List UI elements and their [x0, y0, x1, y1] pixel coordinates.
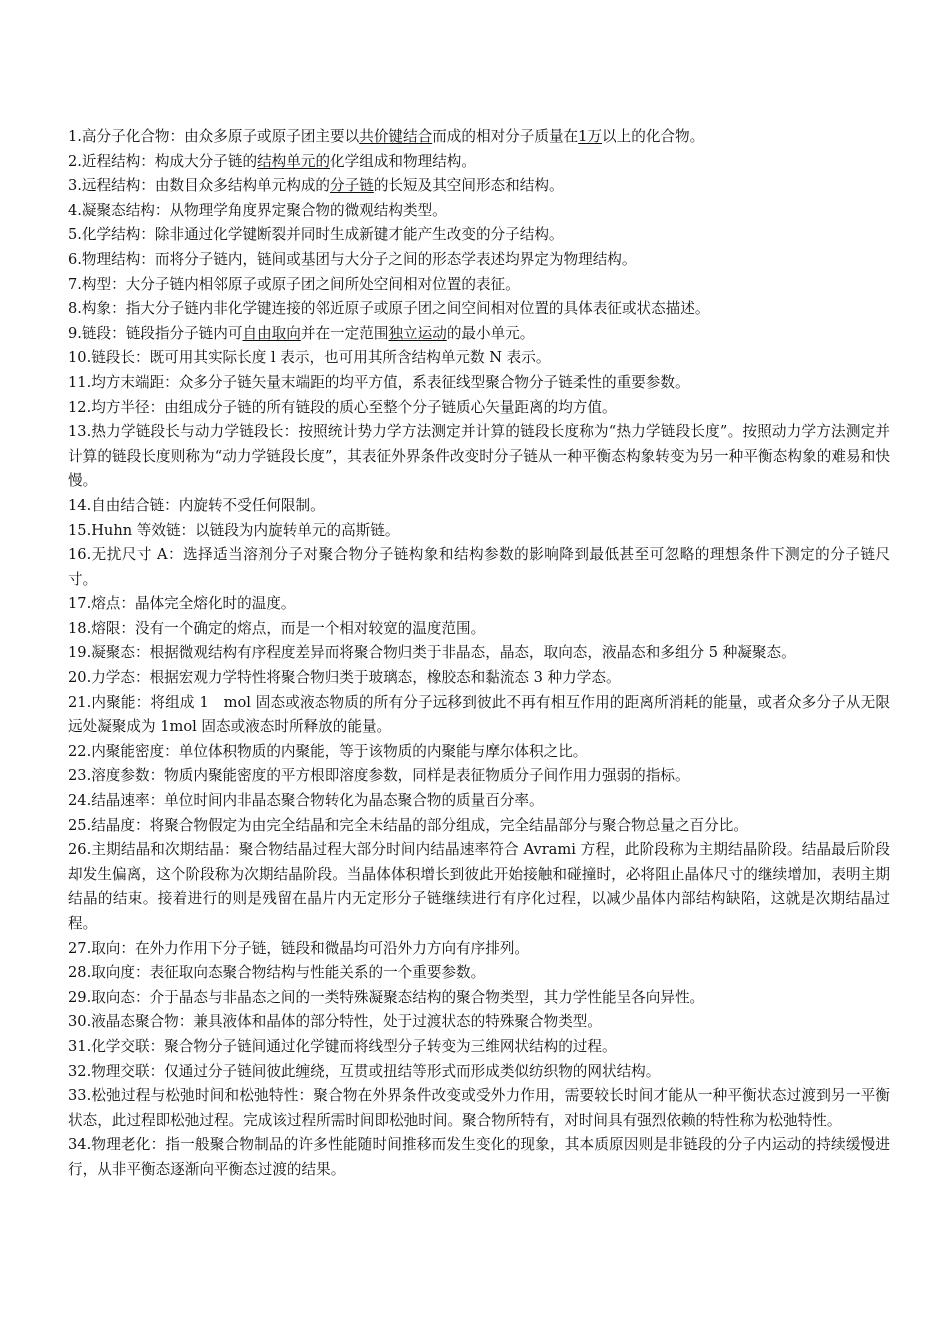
- glossary-entry-15: 15.Huhn 等效链：以链段为内旋转单元的高斯链。: [68, 521, 400, 539]
- glossary-entry-14: 14.自由结合链：内旋转不受任何限制。: [68, 496, 325, 514]
- glossary-entry-33: 33.松弛过程与松弛时间和松弛特性：聚合物在外界条件改变或受外力作用，需要较长时间才能从一种平衡状态过渡到另一平衡状态，此过程即松弛过程。完成该过程所需时间即松弛时间。聚合物所特有，对时间具有强烈依赖的特性称为松弛特性。: [68, 1087, 890, 1129]
- glossary-entry-28: 28.取向度：表征取向态聚合物结构与性能关系的一个重要参数。: [68, 964, 486, 982]
- glossary-entry-5: 5.化学结构：除非通过化学键断裂并同时生成新键才能产生改变的分子结构。: [68, 226, 564, 244]
- glossary-entry-8: 8.构象：指大分子链内非化学键连接的邻近原子或原子团之间空间相对位置的具体表征或状态描述。: [68, 300, 710, 318]
- glossary-entry-19: 19.凝聚态：根据微观结构有序程度差异而将聚合物归类于非晶态，晶态，取向态，液晶态和多组分 5 种凝聚态。: [68, 644, 796, 662]
- glossary-entry-27: 27.取向：在外力作用下分子链，链段和微晶均可沿外力方向有序排列。: [68, 939, 530, 957]
- glossary-entry-13: 13.热力学链段长与动力学链段长：按照统计势力学方法测定并计算的链段长度称为“热力学链段长度”。按照动力学方法测定并计算的链段长度则称为“动力学链段长度”，其表征外界条件改变时分子链从一种平衡态构象转变为另一种平衡态构象的难易和快慢。: [68, 423, 890, 490]
- underlined-term: 共价键结合: [359, 128, 433, 145]
- glossary-entry-16: 16.无扰尺寸 A：选择适当溶剂分子对聚合物分子链构象和结构参数的影响降到最低甚至可忽略的理想条件下测定的分子链尺寸。: [68, 546, 890, 588]
- glossary-entry-9: 9.链段：链段指分子链内可自由取向并在一定范围独立运动的最小单元。: [68, 324, 535, 342]
- glossary-entry-25: 25.结晶度：将聚合物假定为由完全结晶和完全未结晶的部分组成，完全结晶部分与聚合物总量之百分比。: [68, 816, 748, 834]
- glossary-entry-2: 2.近程结构：构成大分子链的结构单元的化学组成和物理结构。: [68, 152, 476, 170]
- underlined-term: 1万: [578, 128, 603, 145]
- glossary-entry-18: 18.熔限：没有一个确定的熔点，而是一个相对较宽的温度范围。: [68, 619, 486, 637]
- glossary-entry-30: 30.液晶态聚合物：兼具液体和晶体的部分特性，处于过渡状态的特殊聚合物类型。: [68, 1013, 602, 1031]
- glossary-entry-4: 4.凝聚态结构：从物理学角度界定聚合物的微观结构类型。: [68, 201, 447, 219]
- glossary-entry-1: 1.高分子化合物：由众多原子或原子团主要以共价键结合而成的相对分子质量在1万以上的化合物。: [68, 128, 705, 145]
- glossary-entry-11: 11.均方末端距：众多分子链矢量末端距的均平方值，系表征线型聚合物分子链柔性的重要参数。: [68, 373, 690, 391]
- glossary-entry-34: 34.物理老化：指一般聚合物制品的许多性能随时间推移而发生变化的现象，其本质原因则是非链段的分子内运动的持续缓慢进行，从非平衡态逐渐向平衡态过渡的结果。: [68, 1136, 890, 1178]
- glossary-entry-21: 21.内聚能：将组成 1 mol 固态或液态物质的所有分子远移到彼此不再有相互作用的距离所消耗的能量，或者众多分子从无限远处凝聚成为 1mol 固态或液态时所释放的能量。: [68, 693, 890, 736]
- glossary-entry-10: 10.链段长：既可用其实际长度 l 表示，也可用其所含结构单元数 N 表示。: [68, 349, 551, 367]
- underlined-term: 结构单元的: [257, 152, 331, 170]
- glossary-entry-7: 7.构型：大分子链内相邻原子或原子团之间所处空间相对位置的表征。: [68, 275, 520, 293]
- glossary-entry-6: 6.物理结构：而将分子链内，链间或基团与大分子之间的形态学表述均界定为物理结构。: [68, 250, 637, 268]
- glossary-entry-12: 12.均方半径：由组成分子链的所有链段的质心至整个分子链质心矢量距离的均方值。: [68, 398, 617, 416]
- glossary-entry-20: 20.力学态：根据宏观力学特性将聚合物归类于玻璃态，橡胶态和黏流态 3 种力学态。: [68, 669, 621, 687]
- glossary-entry-29: 29.取向态：介于晶态与非晶态之间的一类特殊凝聚态结构的聚合物类型，其力学性能呈各向异性。: [68, 988, 705, 1006]
- glossary-entry-26: 26.主期结晶和次期结晶：聚合物结晶过程大部分时间内结晶速率符合 Avrami 方程，此阶段称为主期结晶阶段。结晶最后阶段却发生偏离，这个阶段称为次期结晶阶段。当晶体体积增长到彼此开始接触和碰撞时，必将阻止晶体尺寸的继续增加，表明主期结晶的结束。接着进行的则是残留在晶片内无定形分子链继续进行有序化过程，以减少晶体内部结构缺陷，这就是次期结晶过程。: [68, 841, 890, 932]
- glossary-entry-23: 23.溶度参数：物质内聚能密度的平方根即溶度参数，同样是表征物质分子间作用力强弱的指标。: [68, 767, 690, 785]
- glossary-entry-22: 22.内聚能密度：单位体积物质的内聚能，等于该物质的内聚能与摩尔体积之比。: [68, 742, 588, 760]
- glossary-list: [68, 125, 890, 1183]
- underlined-term: 分子链: [330, 177, 374, 195]
- underlined-term: 独立运动: [388, 324, 447, 342]
- glossary-entry-3: 3.远程结构：由数目众多结构单元构成的分子链的长短及其空间形态和结构。: [68, 177, 564, 195]
- glossary-entry-24: 24.结晶速率：单位时间内非晶态聚合物转化为晶态聚合物的质量百分率。: [68, 792, 544, 810]
- glossary-entry-32: 32.物理交联：仅通过分子链间彼此缠绕，互贯或扭结等形式而形成类似纺织物的网状结构。: [68, 1062, 661, 1080]
- underlined-term: 自由取向: [242, 324, 301, 342]
- glossary-entry-17: 17.熔点：晶体完全熔化时的温度。: [68, 595, 296, 613]
- glossary-entry-31: 31.化学交联：聚合物分子链间通过化学键而将线型分子转变为三维网状结构的过程。: [68, 1037, 617, 1055]
